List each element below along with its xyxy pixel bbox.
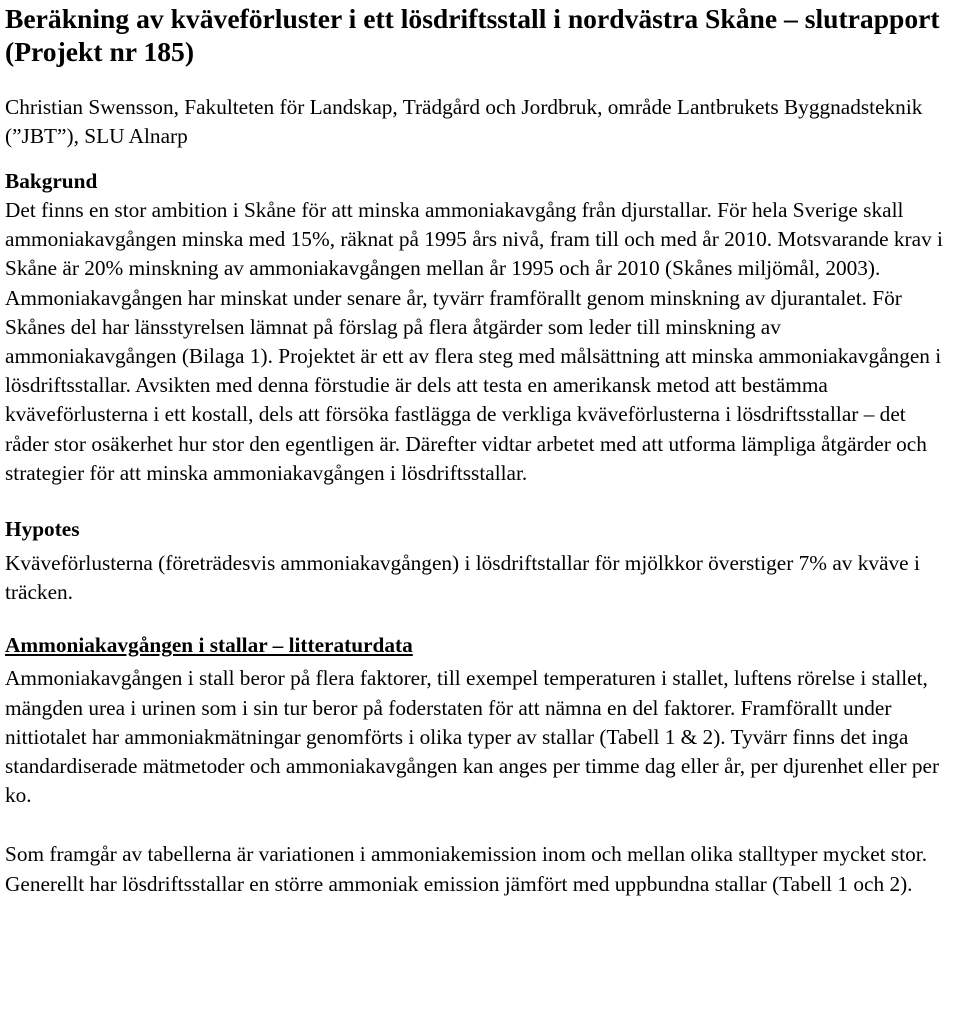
- author-affiliation: Christian Swensson, Fakulteten för Landskap, Trädgård och Jordbruk, område Lantbrukets Byggnadsteknik (”JBT”), SLU Alnarp: [5, 95, 923, 148]
- paragraph-hypotes: Kväveförlusterna (företrädesvis ammoniakavgången) i lösdriftstallar för mjölkkor överstiger 7% av kväve i träcken.: [5, 551, 920, 605]
- document-title: Beräkning av kväveförluster i ett lösdriftsstall i nordvästra Skåne – slutrapport (Projekt nr 185): [5, 3, 940, 67]
- section-heading-bakgrund: Bakgrund: [5, 169, 98, 193]
- paragraph-bakgrund: Det finns en stor ambition i Skåne för att minska ammoniakavgång från djurstallar. För hela Sverige skall ammoniakavgången minska med 15%, räknat på 1995 års nivå, fram till och med år 2010. Motsvarande krav i Skåne är 20% minskning av ammoniakavgången mellan år 1995 och år 2010 (Skånes miljömål, 2003). Ammoniakavgången har minskat under senare år, tyvärr framförallt genom minskning av djurantalet. För Skånes del har länsstyrelsen lämnat på förslag på flera åtgärder som leder till minskning av ammoniakavgången (Bilaga 1). Projektet är ett av flera steg med målsättning att minska ammoniakavgången i lösdriftsstallar. Avsikten med denna förstudie är dels att testa en amerikansk metod att bestämma kväveförlusterna i ett kostall, dels att försöka fastlägga de verkliga kväveförlusterna i lösdriftsstallar – det råder stor osäkerhet hur stor den egentligen är. Därefter vidtar arbetet med att utforma lämpliga åtgärder och strategier för att minska ammoniakavgången i lösdriftsstallar.: [5, 198, 943, 485]
- section-heading-hypotes: Hypotes: [5, 517, 80, 542]
- paragraph-ammoniak-tables: Som framgår av tabellerna är variationen i ammoniakemission inom och mellan olika stalltyper mycket stor. Generellt har lösdriftsstallar en större ammoniak emission jämfört med uppbundna stallar (Tabell 1 och 2).: [5, 842, 928, 896]
- paragraph-ammoniak-factors: Ammoniakavgången i stall beror på flera faktorer, till exempel temperaturen i stallet, luftens rörelse i stallet, mängden urea i urinen som i sin tur beror på foderstaten för att nämna en del faktorer. Framförallt under nittiotalet har ammoniakmätningar genomförts i olika typer av stallar (Tabell 1 & 2). Tyvärr finns det inga standardiserade mätmetoder och ammoniakavgången kan anges per timme dag eller år, per djurenhet eller per ko.: [5, 666, 940, 808]
- document-page: [0, 2, 960, 899]
- section-heading-ammoniakavgangen: Ammoniakavgången i stallar – litteraturdata: [5, 633, 413, 658]
